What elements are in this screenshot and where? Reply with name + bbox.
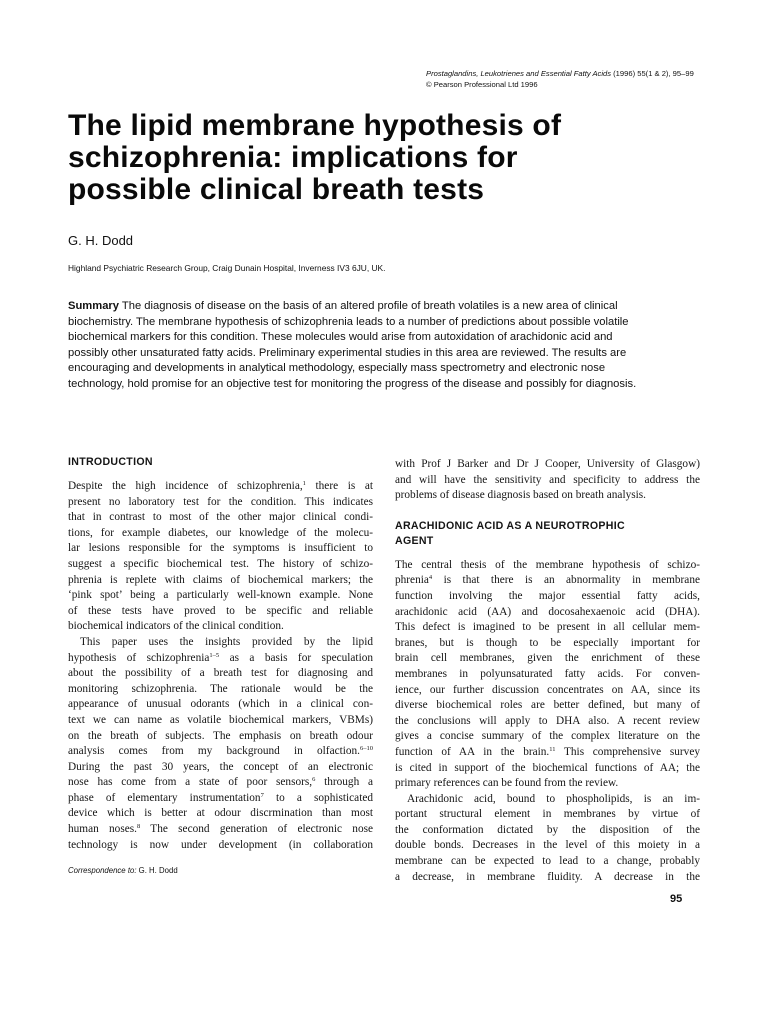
text-line: of these tests have proved to be specific and reliable: [68, 604, 373, 617]
journal-volume: (1996) 55(1 & 2), 95–99: [613, 69, 694, 78]
text-line: biochemical indicators of the clinical condition.: [68, 620, 284, 633]
page-number: 95: [670, 893, 683, 905]
text-line: The central thesis of the membrane hypothesis of schizo-: [395, 558, 700, 571]
text-line: phase of elementary instrumentation$^7$ to a sophisticated: [68, 791, 373, 804]
citation-ref: 6–10: [360, 745, 373, 753]
text-line: function involving the major essential fatty acids,: [395, 589, 700, 602]
text-line: gives a concise summary of the complex literature on the: [395, 730, 700, 743]
text-line: present no laboratory test for the condition. This indicates: [68, 495, 373, 508]
summary-label: Summary: [68, 300, 119, 312]
section-heading-introduction: INTRODUCTION: [68, 456, 153, 468]
summary: [68, 299, 708, 392]
text-line: branes, but is though to be especially important for: [395, 636, 700, 649]
affiliation: Highland Psychiatric Research Group, Craig Dunain Hospital, Inverness IV3 6JU, UK.: [68, 263, 386, 273]
text-line: portant structural element in membranes by virtue of: [395, 808, 700, 821]
citation-ref: 1–5: [209, 651, 220, 659]
text-line: about the possibility of a breath test for diagnosing and: [68, 667, 373, 680]
text-line: the conclusions will apply to DHA also. A recent review: [395, 714, 700, 727]
right-column: [395, 457, 700, 885]
title-line: schizophrenia: implications for: [68, 141, 518, 174]
title-line: The lipid membrane hypothesis of: [68, 109, 562, 142]
correspondence: [68, 866, 178, 875]
text-line: function of AA in the brain.$^{11}$ This comprehensive survey: [395, 745, 700, 758]
article-title: [68, 110, 708, 206]
text-line: suggest a specific biochemical test. The history of schizo-: [68, 557, 373, 570]
text-line: diverse biochemical roles are better defined, but many of: [395, 699, 700, 712]
correspondence-name: G. H. Dodd: [138, 866, 178, 875]
text-line: analysis comes from my background in olfaction.$^{6-10}$: [68, 745, 373, 758]
text-line: brain cell membranes, given the enrichment of these: [395, 652, 700, 665]
text-line: with Prof J Barker and Dr J Cooper, University of Glasgow): [395, 458, 700, 470]
journal-citation: [426, 68, 726, 90]
section-heading-arachidonic-cont: AGENT: [395, 534, 434, 547]
text-line: on the breath of subjects. The emphasis on breath odour: [68, 729, 373, 742]
text-line: problems of disease diagnosis based on breath analysis.: [395, 489, 646, 502]
citation-ref: 4: [428, 574, 433, 582]
text-line: monitoring schizophrenia. The rationale would be the: [68, 682, 373, 695]
author: G. H. Dodd: [68, 233, 134, 248]
text-line: During the past 30 years, the concept of an electronic: [68, 760, 373, 773]
text-line: Arachidonic acid, bound to phospholipids, is an im-: [407, 792, 700, 805]
text-line: membranes in polyunsaturated fatty acids. For conven-: [395, 667, 700, 680]
summary-line: technology, hold promise for an objective test for monitoring the progress of the disease and possibly for diagnosis.: [68, 377, 637, 390]
text-line: technology is now under development (in collaboration: [68, 838, 373, 851]
text-line: and will have the sensitivity and specificity to address the: [395, 473, 700, 486]
text-line: device which is better at odour discrmination than most: [68, 807, 373, 820]
correspondence-label: Correspondence to:: [68, 866, 137, 875]
summary-line: encouraging and developments in analytical methodology, especially mass spectrometry and electronic nose: [68, 362, 606, 374]
summary-line: biochemical markers for this condition. These molecules would arise from autoxidation of arachidonic acid and: [68, 331, 613, 343]
text-line: double bonds. Decreases in the level of this moiety in a: [395, 839, 700, 852]
text-line: phrenia is replete with claims of biochemical markers; the: [68, 573, 373, 586]
text-line: text we can name as volatile biochemical markers, VBMs): [68, 713, 373, 726]
summary-line: biochemistry. The membrane hypothesis of schizophrenia leads to a number of predictions about possible volatile: [68, 315, 629, 328]
citation-ref: 11: [549, 745, 556, 753]
text-line: appearance of unusual odorants (which in a clinical con-: [68, 698, 373, 711]
title-line: possible clinical breath tests: [68, 173, 485, 206]
citation-ref: 1: [302, 480, 306, 487]
text-line: lar lesions responsible for the symptoms is insufficient to: [68, 542, 373, 555]
text-line: the conformation dictated by the disposition of the: [395, 823, 700, 836]
text-line: a decrease, in membrane fluidity. A decrease in the: [395, 870, 700, 883]
summary-line: possibly other unsaturated fatty acids. Preliminary experimental studies in this area are reviewed. The results are: [68, 346, 627, 359]
summary-line: The diagnosis of disease on the basis of an altered profile of breath volatiles is a new area of clinical: [121, 300, 618, 312]
left-column: [68, 455, 373, 853]
section-heading-arachidonic: ARACHIDONIC ACID AS A NEUROTROPHIC: [395, 519, 625, 532]
journal-name: Prostaglandins, Leukotrienes and Essential Fatty Acids: [426, 69, 612, 78]
text-line: primary references can be found from the review.: [395, 777, 619, 790]
text-line: is cited in support of the biochemical functions of AA; the: [395, 761, 700, 774]
text-line: phrenia$^4$ is that there is an abnormality in membrane: [395, 574, 700, 587]
text-line: hypothesis of schizophrenia$^{1-5}$ as a basis for speculation: [68, 651, 373, 664]
citation-ref: 7: [260, 791, 264, 799]
text-line: human noses.$^8$ The second generation of electronic nose: [68, 823, 374, 836]
text-line: ‘pink spot’ being a particularly well-known example. None: [68, 589, 373, 602]
text-line: that in contrast to most of the other major clinical condi-: [68, 511, 373, 524]
copyright: © Pearson Professional Ltd 1996: [426, 80, 538, 89]
text-line: nose has come from a state of poor sensors,$^6$ through a: [68, 776, 373, 789]
text-line: ience, our further discussion concentrates on AA, since its: [395, 683, 700, 696]
text-line: This defect is imagined to be present in all cellular mem-: [395, 621, 700, 634]
text-line: Despite the high incidence of schizophrenia,$^1$ there is at: [68, 480, 373, 492]
text-line: This paper uses the insights provided by the lipid: [80, 635, 373, 648]
citation-ref: 8: [136, 823, 141, 831]
citation-ref: 6: [312, 776, 316, 784]
text-line: tions, for example diabetes, our knowledge of the molecu-: [68, 526, 373, 539]
text-line: arachidonic acid (AA) and docosahexaenoic acid (DHA).: [395, 605, 700, 618]
text-line: membrane can be expected to lead to a change, probably: [395, 855, 700, 868]
